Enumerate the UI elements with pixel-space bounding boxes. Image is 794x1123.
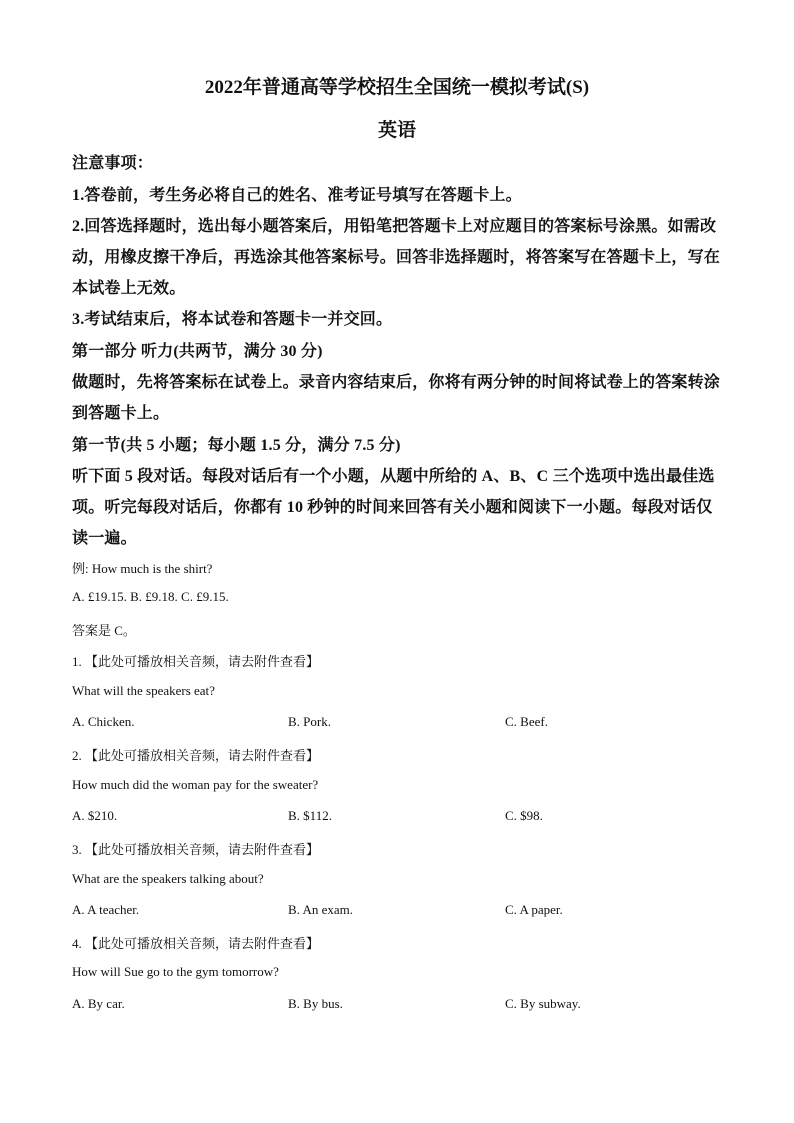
q4-option-c: C. By subway. bbox=[505, 996, 581, 1011]
q3-question: What are the speakers talking about? bbox=[72, 871, 264, 886]
part1-intro-line-2: 到答题卡上。 bbox=[72, 405, 170, 422]
section1-intro-line-3: 读一遍。 bbox=[72, 530, 137, 547]
q1-question: What will the speakers eat? bbox=[72, 683, 215, 698]
notice-item-2-line-1: 2.回答选择题时，选出每小题答案后，用铅笔把答题卡上对应题目的答案标号涂黑。如需改 bbox=[72, 218, 717, 235]
q3-audio-placeholder[interactable]: 3. 【此处可播放相关音频，请去附件查看】 bbox=[72, 842, 320, 857]
exam-title: 2022年普通高等学校招生全国统一模拟考试(S) bbox=[204, 77, 590, 98]
q2-question: How much did the woman pay for the sweater? bbox=[72, 777, 319, 792]
q4-option-b: B. By bus. bbox=[288, 996, 343, 1011]
q4-audio-placeholder[interactable]: 4. 【此处可播放相关音频，请去附件查看】 bbox=[72, 936, 320, 951]
q3-option-c: C. A paper. bbox=[505, 902, 563, 917]
q1-option-b: B. Pork. bbox=[288, 714, 331, 729]
section1-heading: 第一节(共 5 小题；每小题 1.5 分，满分 7.5 分) bbox=[72, 437, 401, 454]
exam-subject: 英语 bbox=[377, 120, 416, 141]
q2-audio-placeholder[interactable]: 2. 【此处可播放相关音频，请去附件查看】 bbox=[72, 748, 320, 763]
q1-option-c: C. Beef. bbox=[505, 714, 548, 729]
part1-heading: 第一部分 听力(共两节，满分 30 分) bbox=[72, 343, 323, 360]
q2-option-c: C. $98. bbox=[505, 808, 543, 823]
notice-item-1: 1.答卷前，考生务必将自己的姓名、准考证号填写在答题卡上。 bbox=[72, 187, 522, 204]
q2-option-b: B. $112. bbox=[288, 808, 332, 823]
example-options: A. £19.15. B. £9.18. C. £9.15. bbox=[72, 589, 229, 604]
q1-audio-placeholder[interactable]: 1. 【此处可播放相关音频，请去附件查看】 bbox=[72, 654, 320, 669]
section1-intro-line-2: 项。听完每段对话后，你都有 10 秒钟的时间来回答有关小题和阅读下一小题。每段对话仅 bbox=[72, 499, 713, 516]
part1-intro-line-1: 做题时，先将答案标在试卷上。录音内容结束后，你将有两分钟的时间将试卷上的答案转涂 bbox=[72, 374, 721, 391]
q1-option-a: A. Chicken. bbox=[72, 714, 135, 729]
q3-option-b: B. An exam. bbox=[288, 902, 353, 917]
notice-item-2-line-3: 本试卷上无效。 bbox=[72, 280, 186, 297]
q2-option-a: A. $210. bbox=[72, 808, 118, 823]
section1-intro-line-1: 听下面 5 段对话。每段对话后有一个小题，从题中所给的 A、B、C 三个选项中选出最佳选 bbox=[72, 468, 715, 485]
example-answer: 答案是 C。 bbox=[72, 623, 136, 638]
notice-heading: 注意事项： bbox=[72, 155, 154, 172]
notice-item-3: 3.考试结束后，将本试卷和答题卡一并交回。 bbox=[72, 311, 393, 328]
q4-question: How will Sue go to the gym tomorrow? bbox=[72, 964, 279, 979]
notice-item-2-line-2: 动，用橡皮擦干净后，再选涂其他答案标号。回答非选择题时，将答案写在答题卡上，写在 bbox=[72, 249, 721, 266]
example-question: 例: How much is the shirt? bbox=[72, 561, 213, 576]
q3-option-a: A. A teacher. bbox=[72, 902, 140, 917]
q4-option-a: A. By car. bbox=[72, 996, 125, 1011]
